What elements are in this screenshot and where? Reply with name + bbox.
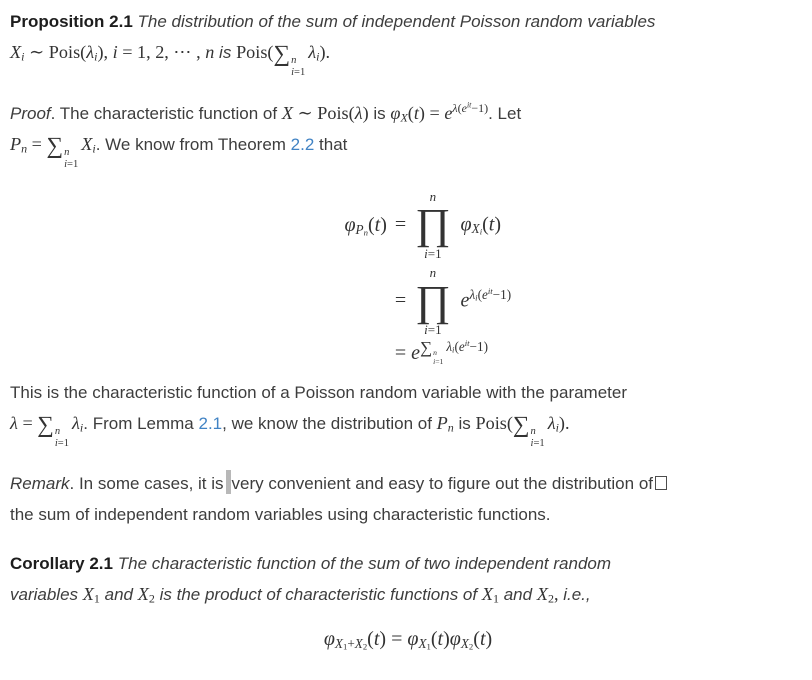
equation-block-main xyxy=(305,189,511,367)
conclusion-line-1: This is the characteristic function of a Poisson random variable with the parameter xyxy=(10,382,628,402)
proposition-line-1: Proposition 2.1 The distribution of the sum of independent Poisson random variables xyxy=(10,12,656,31)
conclusion-line-2: λ = ∑ n i=1 $\lambda_i$. From Lemma 2.1, we know the distribution of $P_n$ is Pois(∑ n i=1 $\lambda_i$). xyxy=(10,411,570,450)
equation-lhs: $\varphi_{P_n}(t)$ xyxy=(344,214,387,238)
corollary-line-1: Corollary 2.1 The characteristic function of the sum of two independent random xyxy=(10,554,612,574)
remark-line-2: the sum of independent random variables using characteristic functions. xyxy=(10,505,551,525)
remark-line-1: Remark. In some cases, it is very convenient and easy to figure out the distribution of xyxy=(10,468,806,499)
proposition-line-2: $X_i$ ∼ $Pois(\lambda_i)$, i = 1, 2, ⋯ , n is Pois(∑ n i=1 $\lambda_i$). xyxy=(10,41,331,79)
equation-line-2 xyxy=(305,265,511,338)
equation-block-corollary xyxy=(324,628,492,651)
equation-rhs-1: = n ∏ i=1 $\varphi_{X_i}(t)$ xyxy=(394,189,502,262)
corollary-paragraph xyxy=(10,548,806,610)
conclusion-paragraph xyxy=(10,377,806,451)
equation-rhs-2: = n ∏ i=1 $e^{\lambda_i(e^{it}-1)}$ xyxy=(394,265,512,338)
text-caret xyxy=(226,470,231,494)
proof-line-1: Proof. The characteristic function of X ∼ Pois(λ) is $\varphi_X(t) = e^{\lambda(e^{it}-1)}$. Let xyxy=(10,100,522,124)
theorem-2-2-link[interactable]: 2.2 xyxy=(290,134,315,154)
equation-line-3 xyxy=(305,338,511,367)
proof-paragraph xyxy=(10,98,806,172)
lemma-2-1-link[interactable]: 2.1 xyxy=(198,413,223,433)
equation-rhs-3: = $e^{\sum n i=1 \lambda_i(e^{it}-1)}$ xyxy=(394,338,489,367)
missing-glyph-box xyxy=(655,476,667,490)
equation-line-1 xyxy=(305,189,511,262)
corollary-equation: $\varphi_{X_1+X_2}(t) = \varphi_{X_1}(t)\varphi_{X_2}(t)$ xyxy=(323,628,493,652)
corollary-line-2: variables $X_1$ and $X_2$ is the product of characteristic functions of $X_1$ and $X_2$, i.e., xyxy=(10,584,591,606)
proposition-paragraph xyxy=(10,6,806,80)
proof-line-2: $P_n$ = ∑ n i=1 $X_i$. We know from Theorem 2.2 that xyxy=(10,132,348,170)
remark-paragraph xyxy=(10,468,806,530)
